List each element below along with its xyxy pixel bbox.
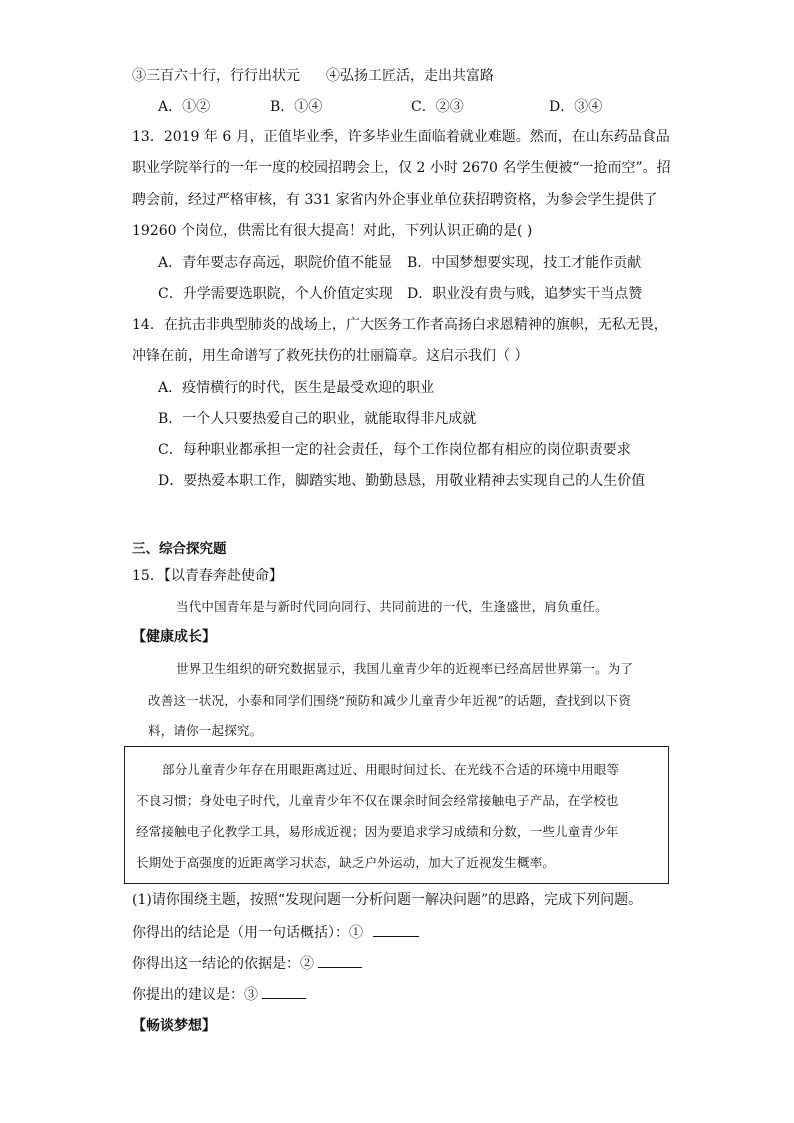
q14-line-2: 冲锋在前，用生命谱写了救死扶伤的壮丽篇章。这启示我们（ ） [132,348,529,364]
box-line-4: 长期处于高强度的近距离学习状态，缺乏户外运动，加大了近视发生概率。 [136,855,556,870]
item-3: ③三百六十行，行行出状元 [132,68,300,84]
q14-option-b: B．一个人只要热爱自己的职业，就能取得非凡成就 [158,411,477,427]
top-option-c: C．②③ [411,99,464,115]
section-3-title: 三、综合探究题 [132,541,227,557]
blank-2-label: 你得出这一结论的依据是：② [132,956,314,972]
top-option-a: A．①② [158,99,211,115]
blank-2-row [132,953,362,974]
blank-2-answer-line[interactable] [318,953,362,968]
material-line-2: 改善这一状况，小泰和同学们围绕“预防和减少儿童青少年近视”的话题，查找到以下资 [148,693,632,708]
q14-line-1: 14．在抗击非典型肺炎的战场上，广大医务工作者高扬白求恩精神的旗帜，无私无畏， [132,317,668,333]
box-line-3: 经常接触电子化教学工具，易形成近视；因为要追求学习成绩和分数，一些儿童青少年 [136,824,619,839]
q13-line-2: 职业学院举行的一年一度的校园招聘会上，仅 2 小时 2670 名学生便被“一抢而空”。招 [132,160,671,176]
q15-intro: 当代中国青年是与新时代同向同行、共同前进的一代，生逢盛世，肩负重任。 [176,599,608,614]
q13-option-d: D．职业没有贵与贱，追梦实干当点赞 [407,286,643,302]
health-heading: 【健康成长】 [132,629,216,645]
q14-option-a: A．疫情横行的时代，医生是最受欢迎的职业 [158,380,435,396]
blank-1-answer-line[interactable] [373,922,419,937]
blank-1-label: 你得出的结论是（用一句话概括）：① [132,925,363,941]
box-line-1: 部分儿童青少年存在用眼距离过近、用眼时间过长、在光线不合适的环境中用眼等 [162,762,620,777]
blank-3-label: 你提出的建议是：③ [132,987,258,1003]
box-line-2: 不良习惯；身处电子时代，儿童青少年不仅在课余时间会经常接触电子产品，在学校也 [136,793,619,808]
q13-option-a: A．青年要志存高远，职院价值不能显 [158,255,393,271]
top-option-d: D．③④ [549,99,603,115]
blank-1-row [132,922,419,943]
q15-title: 15．【以青春奔赴使命】 [132,568,283,584]
item-4: ④弘扬工匠活，走出共富路 [326,68,494,84]
top-option-b: B．①④ [270,99,323,115]
blank-3-answer-line[interactable] [262,984,306,999]
q13-line-4: 19260 个岗位，供需比有很大提高！对此，下列认识正确的是( ) [132,223,533,239]
dream-heading: 【畅谈梦想】 [132,1018,216,1034]
q13-line-3: 聘会前，经过严格审核，有 331 家省内外企事业单位获招聘资格，为参会学生提供了 [132,192,658,208]
q13-option-c: C．升学需要选职院，个人价值定实现 [158,286,393,302]
sub-question-1: (1)请你围绕主题，按照“发现问题一分析问题一解决问题”的思路，完成下列问题。 [132,892,643,908]
q14-option-d: D．要热爱本职工作，脚踏实地、勤勤恳恳，用敬业精神去实现自己的人生价值 [158,473,646,489]
q14-option-c: C．每种职业都承担一定的社会责任，每个工作岗位都有相应的岗位职责要求 [158,442,631,458]
q13-option-b: B．中国梦想要实现，技工才能作贡献 [407,255,642,271]
blank-3-row [132,984,306,1005]
q13-line-1: 13．2019 年 6 月，正值毕业季，许多毕业生面临着就业难题。然而，在山东药品食品 [132,129,670,145]
material-line-3: 料，请你一起探究。 [148,723,263,738]
material-line-1: 世界卫生组织的研究数据显示，我国儿童青少年的近视率已经高居世界第一。为了 [176,661,634,676]
